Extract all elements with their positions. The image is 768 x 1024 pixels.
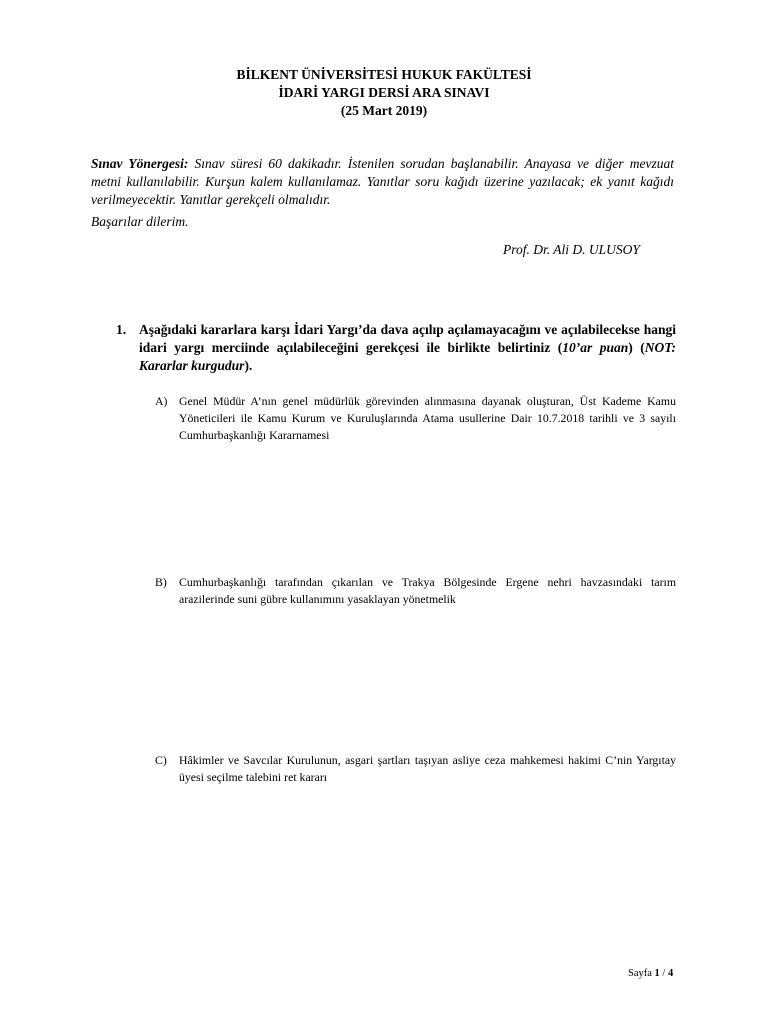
total-pages: 4 <box>667 968 674 979</box>
page-footer: Sayfa 1 / 4 <box>628 968 674 979</box>
course-title: İDARİ YARGI DERSİ ARA SINAVI <box>278 85 490 100</box>
option-letter: C) <box>155 753 167 767</box>
question-text: Aşağıdaki kararlara karşı İdari Yargı’da dava açılıp açılamayacağını ve açılabilecekse hangi idari yargı merciinde açılabileceğini gerekçesi ile birlikte belirtiniz (10’ar puan) (NOT: Kararlar kurgudur). <box>139 322 676 373</box>
question-points: 10’ar puan <box>562 340 629 355</box>
option-a <box>155 393 676 444</box>
option-letter: A) <box>155 394 168 408</box>
question-1 <box>116 321 676 375</box>
option-letter: B) <box>155 575 167 589</box>
university-title: BİLKENT ÜNİVERSİTESİ HUKUK FAKÜLTESİ <box>236 67 532 82</box>
good-luck-text: Başarılar dilerim. <box>91 214 189 229</box>
instructions-text: Sınav süresi 60 dakikadır. İstenilen sorudan başlanabilir. Anayasa ve diğer mevzuat metni kullanılabilir. Kurşun kalem kullanılamaz. Yanıtlar soru kağıdı üzerine yazılacak; ek yanıt kağıdı verilmeyecektir. Yanıtlar gerekçeli olmalıdır. <box>91 156 674 207</box>
professor-signature: Prof. Dr. Ali D. ULUSOY <box>503 242 640 257</box>
question-number: 1. <box>116 322 127 337</box>
option-text: Hâkimler ve Savcılar Kurulunun, asgari şartları taşıyan asliye ceza mahkemesi hakimi C’nin Yargıtay üyesi seçilme talebini ret kararı <box>179 753 676 784</box>
exam-instructions <box>91 155 674 209</box>
question-note: NOT: Kararlar kurgudur <box>139 340 676 373</box>
option-c <box>155 752 676 786</box>
exam-header <box>0 66 768 120</box>
option-text: Cumhurbaşkanlığı tarafından çıkarılan ve Trakya Bölgesinde Ergene nehri havzasındaki tarım arazilerinde suni gübre kullanımını yasaklayan yönetmelik <box>179 575 676 606</box>
option-text: Genel Müdür A’nın genel müdürlük görevinden alınmasına dayanak oluşturan, Üst Kademe Kamu Yöneticileri ile Kamu Kurum ve Kuruluşlarında Atama usullerine Dair 10.7.2018 tarihli ve 3 sayılı Cumhurbaşkanlığı Kararnamesi <box>179 394 676 442</box>
exam-date: (25 Mart 2019) <box>340 103 428 118</box>
option-b <box>155 574 676 608</box>
current-page: 1 <box>654 968 660 979</box>
instructions-lead: Sınav Yönergesi: <box>91 156 189 171</box>
